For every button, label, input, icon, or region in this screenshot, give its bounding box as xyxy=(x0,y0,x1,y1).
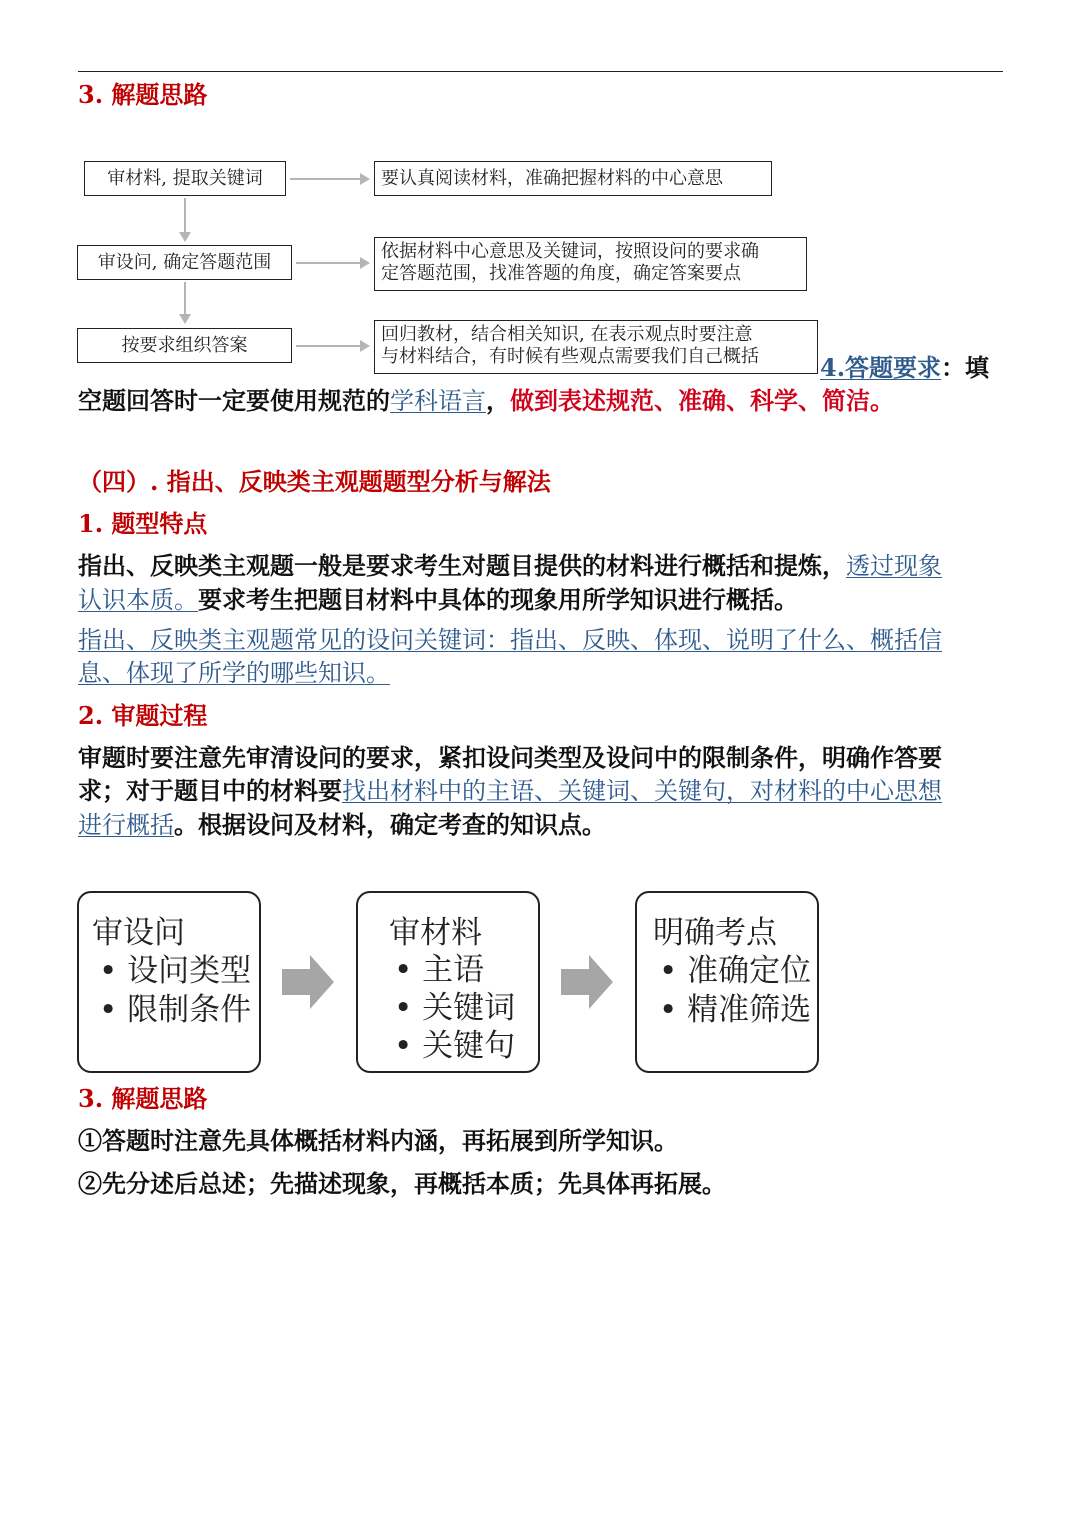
heading-question-features: 1. 题型特点 xyxy=(78,509,208,538)
keywords-line-2[interactable]: 息、体现了所学的哪些知识。 xyxy=(78,659,390,687)
review-paragraph xyxy=(78,741,1003,842)
top-rule xyxy=(78,71,1003,72)
answer-requirement-paragraph xyxy=(78,384,894,418)
box-1-title: 审设问 xyxy=(92,915,185,951)
flow-step-2: 审设问, 确定答题范围 xyxy=(77,245,292,280)
flow-step-3: 按要求组织答案 xyxy=(77,328,292,363)
box-3-item-1: • 准确定位 xyxy=(659,953,812,989)
flow-note-1 xyxy=(374,161,772,196)
keywords-line-1[interactable]: 指出、反映类主观题常见的设问关键词：指出、反映、体现、说明了什么、概括信 xyxy=(78,626,942,654)
heading-review-process: 2. 审题过程 xyxy=(78,701,208,730)
box-2-item-3: • 关键句 xyxy=(394,1028,516,1064)
section-heading-solving-approach: 3. 解题思路 xyxy=(78,80,208,109)
box-2-item-2: • 关键词 xyxy=(394,990,516,1026)
flow-arrow-right-1 xyxy=(290,178,368,180)
review-line-2-link[interactable]: 找出材料中的主语、关键词、关键句，对材料的中心思想 xyxy=(342,777,942,805)
review-line-2-text: 求；对于题目中的材料要 xyxy=(78,776,342,805)
keywords-paragraph xyxy=(78,624,1003,690)
answer-requirement-link[interactable]: 4.答题要求 xyxy=(820,353,942,382)
features-text: 指出、反映类主观题一般是要求考生对题目提供的材料进行概括和提炼， xyxy=(78,551,846,580)
features-link-a[interactable]: 透过现象 xyxy=(846,552,942,580)
flow-note-1-text: 要认真阅读材料，准确把握材料的中心意思 xyxy=(381,167,723,189)
box-review-material xyxy=(356,891,540,1073)
tip-1: ①答题时注意先具体概括材料内涵，再拓展到所学知识。 xyxy=(78,1126,678,1155)
box-3-title: 明确考点 xyxy=(653,915,777,951)
features-link-b[interactable]: 认识本质。 xyxy=(78,586,198,614)
tip-2: ②先分述后总述；先描述现象，再概括本质；先具体再拓展。 xyxy=(78,1169,726,1198)
review-line-3-tail: 。根据设问及材料，确定考查的知识点。 xyxy=(174,810,606,839)
big-arrow-right-1 xyxy=(282,955,336,1009)
req-red-text: 做到表述规范、准确、科学、简洁。 xyxy=(510,386,894,415)
subject-language-link[interactable]: 学科语言 xyxy=(390,387,486,415)
flow-note-2-line-1: 依据材料中心意思及关键词，按照设问的要求确 xyxy=(381,241,759,262)
features-paragraph xyxy=(78,549,1003,617)
flow-note-3 xyxy=(374,320,818,374)
box-2-item-1: • 主语 xyxy=(394,952,485,988)
flow-note-2 xyxy=(374,237,807,291)
review-line-1: 审题时要注意先审清设问的要求，紧扣设问类型及设问中的限制条件，明确作答要 xyxy=(78,743,942,772)
flow-note-3-line-1: 回归教材，结合相关知识, 在表示观点时要注意 xyxy=(381,324,753,345)
answer-requirement-colon: ：填 xyxy=(941,353,990,382)
answer-requirement-label-line xyxy=(820,351,989,384)
flow-arrow-right-3 xyxy=(296,345,368,347)
flow-step-1: 审材料, 提取关键词 xyxy=(84,161,286,196)
box-2-title: 审材料 xyxy=(389,915,482,951)
box-clarify-points xyxy=(635,891,819,1073)
flow-note-2-line-2: 定答题范围，找准答题的角度，确定答案要点 xyxy=(381,263,741,284)
big-arrow-right-2 xyxy=(561,955,615,1009)
box-1-item-1: • 设问类型 xyxy=(99,953,252,989)
section-title-4: （四）. 指出、反映类主观题题型分析与解法 xyxy=(78,467,551,496)
review-line-3-link[interactable]: 进行概括 xyxy=(78,811,174,839)
flow-arrow-down-2 xyxy=(184,282,186,322)
box-review-question xyxy=(77,891,261,1073)
req-text-2: ， xyxy=(486,386,510,415)
box-1-item-2: • 限制条件 xyxy=(99,992,252,1028)
features-tail: 要求考生把题目材料中具体的现象用所学知识进行概括。 xyxy=(198,585,798,614)
flow-arrow-down-1 xyxy=(184,198,186,240)
req-text-1: 空题回答时一定要使用规范的 xyxy=(78,386,390,415)
heading-solving-approach-2: 3. 解题思路 xyxy=(78,1084,208,1113)
flow-note-3-line-2: 与材料结合，有时候有些观点需要我们自己概括 xyxy=(381,346,759,367)
box-3-item-2: • 精准筛选 xyxy=(659,992,812,1028)
flow-arrow-right-2 xyxy=(296,262,368,264)
